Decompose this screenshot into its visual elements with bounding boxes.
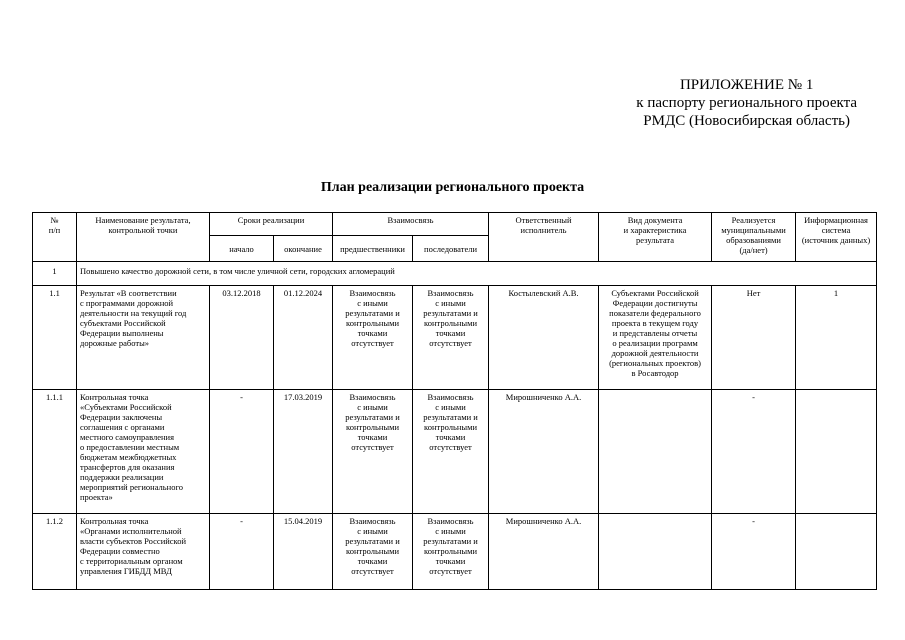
header-relation: Взаимосвязь xyxy=(333,213,489,236)
header-predecessors: предшественники xyxy=(333,236,413,262)
header-end: окончание xyxy=(274,236,333,262)
row-result-name: Контрольная точка «Органами исполнительной власти субъектов Российской Федерации совместно с территориальным органом управления ГИБДД МВД xyxy=(77,514,210,590)
row-number: 1.1.1 xyxy=(33,390,77,514)
row-successors: Взаимосвязь с иными результатами и контрольными точками отсутствует xyxy=(413,286,489,390)
row-municipal: - xyxy=(712,390,796,514)
row-predecessors: Взаимосвязь с иными результатами и контрольными точками отсутствует xyxy=(333,286,413,390)
header-municipal: Реализуется муниципальными образованиями (да/нет) xyxy=(712,213,796,262)
document-title: План реализации регионального проекта xyxy=(320,180,585,195)
row-responsible: Мирошниченко А.А. xyxy=(489,390,599,514)
header-info-system: Информационная система (источник данных) xyxy=(796,213,877,262)
header-responsible: Ответственный исполнитель xyxy=(489,213,599,262)
header-num: № п/п xyxy=(33,213,77,262)
row-start-date: 03.12.2018 xyxy=(210,286,274,390)
row-info-system: 1 xyxy=(796,286,877,390)
appendix-project-name: РМДС (Новосибирская область) xyxy=(643,113,850,129)
section-row xyxy=(33,262,877,286)
appendix-reference: к паспорту регионального проекта xyxy=(636,95,857,111)
row-end-date: 15.04.2019 xyxy=(274,514,333,590)
header-start: начало xyxy=(210,236,274,262)
row-number: 1.1 xyxy=(33,286,77,390)
row-info-system xyxy=(796,390,877,514)
table-header xyxy=(33,213,877,262)
row-predecessors: Взаимосвязь с иными результатами и контрольными точками отсутствует xyxy=(333,390,413,514)
header-document-type: Вид документа и характеристика результата xyxy=(599,213,712,262)
row-document-type: Субъектами Российской Федерации достигнуты показатели федерального проекта в текущем году и представлены отчеты о реализации программ дорожной деятельности (региональных проектов) в Росавтодор xyxy=(599,286,712,390)
row-start-date: - xyxy=(210,514,274,590)
row-result-name: Результат «В соответствии с программами дорожной деятельности на текущий год субъектами Российской Федерации выполнены дорожные работы» xyxy=(77,286,210,390)
row-predecessors: Взаимосвязь с иными результатами и контрольными точками отсутствует xyxy=(333,514,413,590)
header-terms: Сроки реализации xyxy=(210,213,333,236)
row-successors: Взаимосвязь с иными результатами и контрольными точками отсутствует xyxy=(413,514,489,590)
header-result-name: Наименование результата, контрольной точки xyxy=(77,213,210,262)
row-info-system xyxy=(796,514,877,590)
section-title: Повышено качество дорожной сети, в том числе уличной сети, городских агломераций xyxy=(77,262,877,286)
appendix-header xyxy=(636,76,857,130)
table-row xyxy=(33,390,877,514)
row-municipal: Нет xyxy=(712,286,796,390)
row-document-type xyxy=(599,514,712,590)
row-number: 1.1.2 xyxy=(33,514,77,590)
row-responsible: Мирошниченко А.А. xyxy=(489,514,599,590)
header-successors: последователи xyxy=(413,236,489,262)
row-municipal: - xyxy=(712,514,796,590)
appendix-number: ПРИЛОЖЕНИЕ № 1 xyxy=(679,77,814,93)
row-responsible: Костылевский А.В. xyxy=(489,286,599,390)
section-number: 1 xyxy=(33,262,77,286)
row-successors: Взаимосвязь с иными результатами и контрольными точками отсутствует xyxy=(413,390,489,514)
row-document-type xyxy=(599,390,712,514)
table-row xyxy=(33,514,877,590)
row-start-date: - xyxy=(210,390,274,514)
row-end-date: 17.03.2019 xyxy=(274,390,333,514)
implementation-plan-table xyxy=(32,212,877,590)
row-end-date: 01.12.2024 xyxy=(274,286,333,390)
row-result-name: Контрольная точка «Субъектами Российской Федерации заключены соглашения с органами местного самоуправления о предоставлении местным бюджетам межбюджетных трансфертов для оказания поддержки реализации мероприятий регионального проекта» xyxy=(77,390,210,514)
table-row xyxy=(33,286,877,390)
